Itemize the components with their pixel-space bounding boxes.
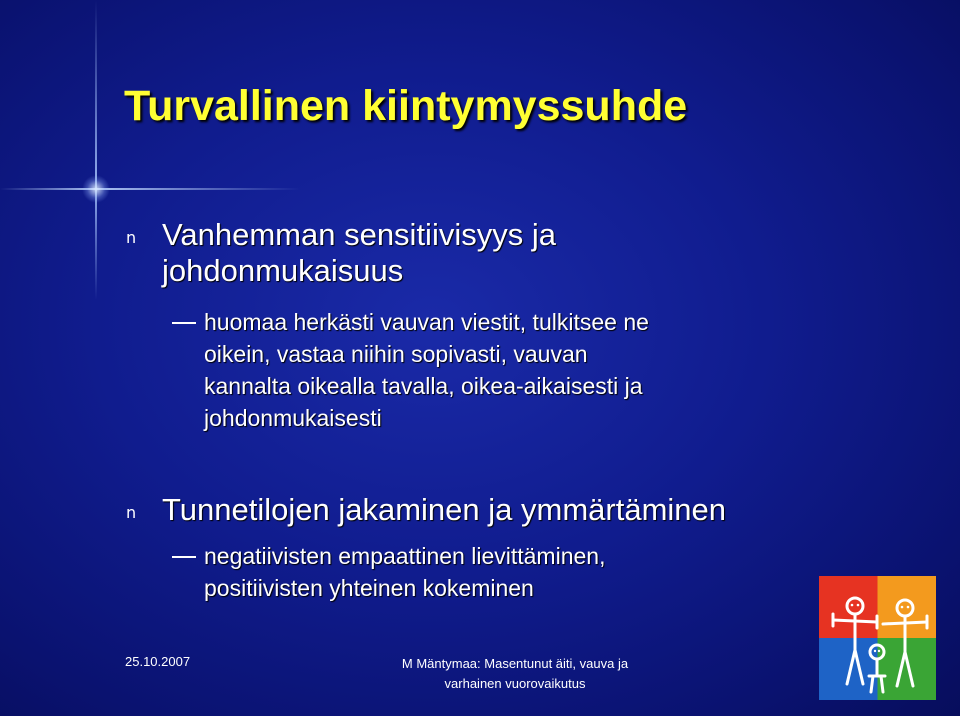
sub-bullet-dash-2 bbox=[172, 556, 196, 558]
footer-credit bbox=[386, 654, 644, 694]
light-flare-vertical bbox=[95, 0, 97, 300]
bullet-marker-1: n bbox=[126, 228, 137, 247]
bullet-1-line-1: Vanhemman sensitiivisyys ja bbox=[162, 217, 556, 252]
bullet-marker-2: n bbox=[126, 503, 137, 522]
sub-bullet-2-line-2: positiivisten yhteinen kokeminen bbox=[204, 575, 534, 601]
sub-bullet-dash-1 bbox=[172, 322, 196, 324]
slide-title: Turvallinen kiintymyssuhde bbox=[124, 82, 688, 130]
footer-date: 25.10.2007 bbox=[125, 654, 191, 669]
bullet-1-line-2: johdonmukaisuus bbox=[162, 253, 404, 288]
sub-bullet-1-line-3: kannalta oikealla tavalla, oikea-aikaisesti ja bbox=[204, 373, 643, 399]
family-drawing-logo bbox=[819, 576, 936, 700]
footer-credit-line-1: M Mäntymaa: Masentunut äiti, vauva ja bbox=[401, 656, 629, 671]
footer-credit-line-2: varhainen vuorovaikutus bbox=[444, 676, 586, 691]
light-flare-glow bbox=[82, 175, 110, 203]
sub-bullet-1-line-2: oikein, vastaa niihin sopivasti, vauvan bbox=[204, 341, 588, 367]
bullet-2-line-1: Tunnetilojen jakaminen ja ymmärtäminen bbox=[162, 492, 727, 527]
sub-bullet-2-line-1: negatiivisten empaattinen lievittäminen, bbox=[204, 543, 606, 569]
sub-bullet-1-line-4: johdonmukaisesti bbox=[204, 405, 382, 431]
sub-bullet-1-line-1: huomaa herkästi vauvan viestit, tulkitsee ne bbox=[204, 309, 649, 335]
light-flare-horizontal bbox=[0, 188, 300, 190]
